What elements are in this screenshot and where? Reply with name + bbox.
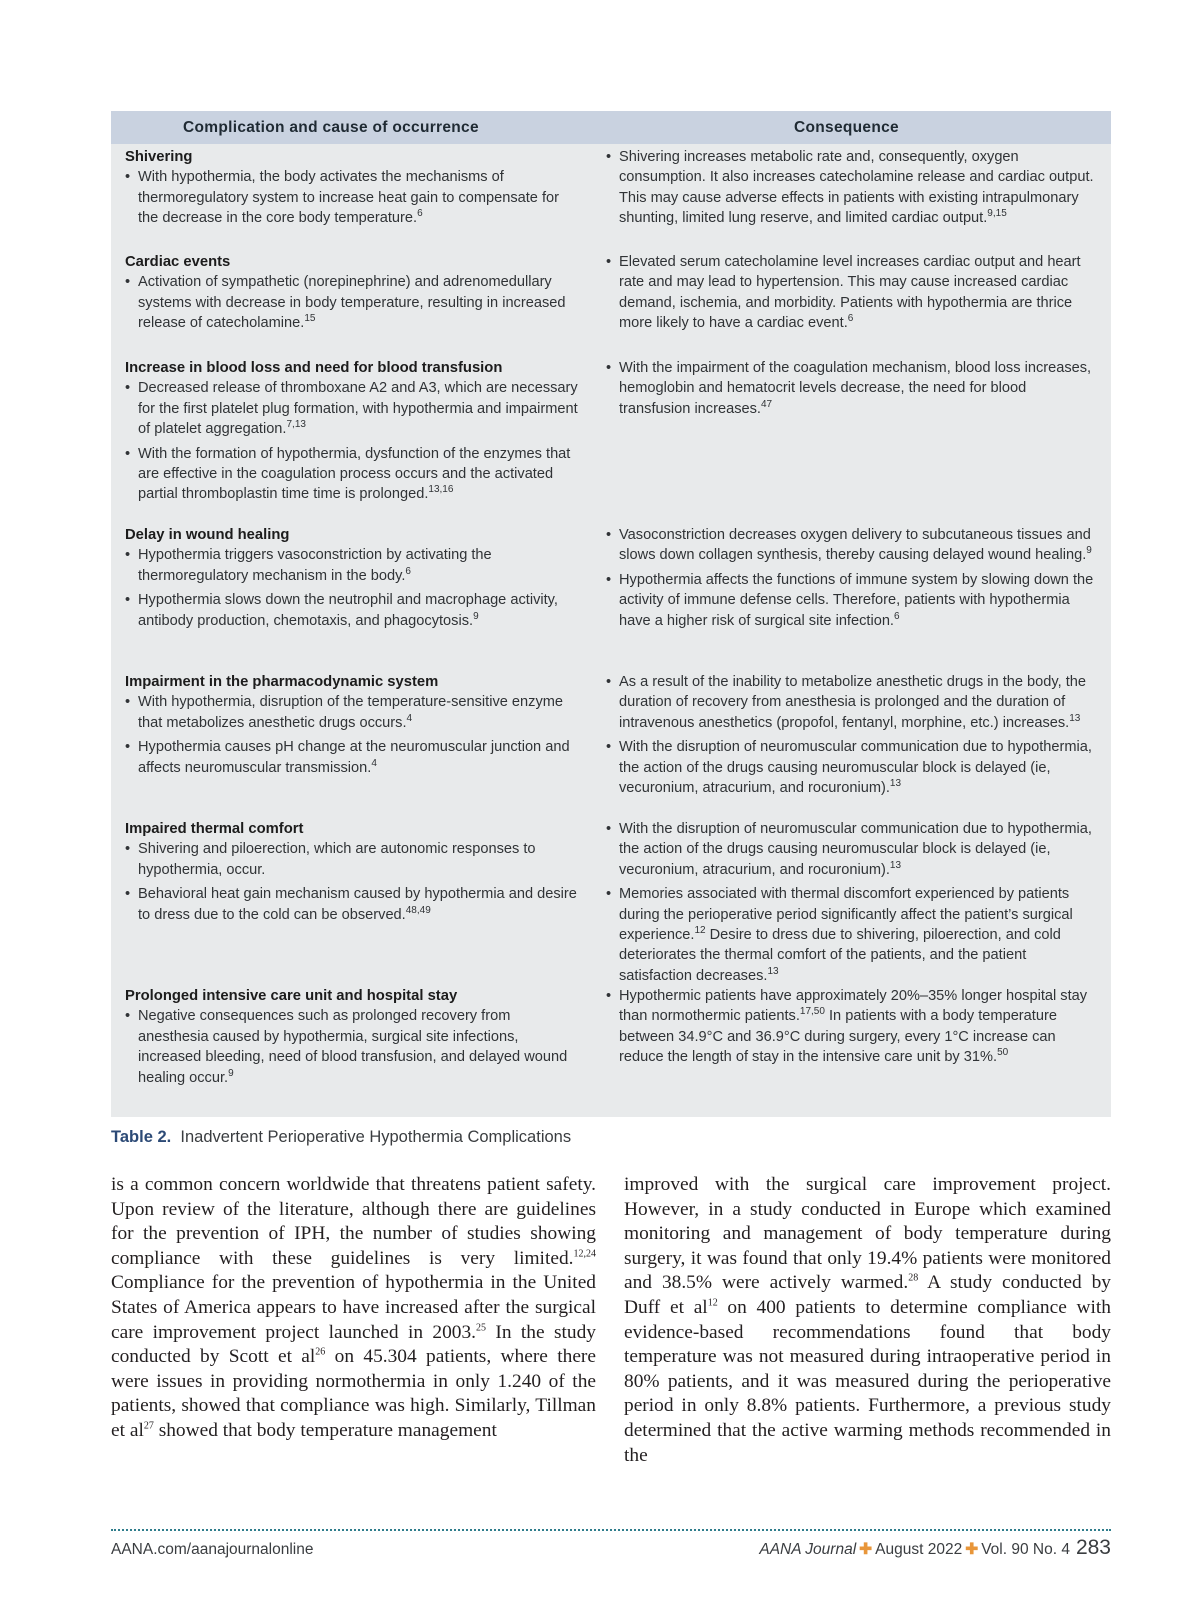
cause-item: • With hypothermia, the body activates the mechanisms of thermoregulatory system to increase heat gain to compensate for the decrease in the core body temperature.$^6$ — [125, 167, 583, 228]
complication-cell — [125, 358, 583, 509]
consequence-item: • Shivering increases metabolic rate and, consequently, oxygen consumption. It also increases catecholamine release and cardiac output. This may cause adverse effects in patients with existing intrapulmonary shunting, limited lung reserve, and limited cardiac output.$^{9,15}$ — [606, 147, 1098, 229]
cause-item: • Hypothermia triggers vasoconstriction by activating the thermoregulatory mechanism in the body.$^6$ — [125, 545, 583, 586]
complication-cell — [125, 986, 583, 1092]
citation-ref: 6 — [847, 313, 854, 325]
complication-cell — [125, 252, 583, 338]
consequence-item: • Elevated serum catecholamine level increases cardiac output and heart rate and may lead to hypertension. This may cause increased cardiac demand, ischemia, and morbidity. Patients with hypothermia are thrice more likely to have a cardiac event.$^6$ — [606, 252, 1098, 334]
citation-ref: 48,49 — [405, 904, 431, 916]
complication-title: Impaired thermal comfort — [125, 821, 304, 837]
consequence-item: • As a result of the inability to metabolize anesthetic drugs in the body, the duration of recovery from anesthesia is prolonged and the duration of intravenous anesthetics (propofol, fentanyl, morphine, etc.) increases.$^{13}$ — [606, 672, 1098, 733]
cause-item: • Decreased release of thromboxane A2 and A3, which are necessary for the first platelet plug formation, with hypothermia and impairment of platelet aggregation.$^{7,13}$ — [125, 378, 583, 439]
footer-divider — [111, 1529, 1111, 1531]
caption-label: Table 2. — [111, 1128, 172, 1146]
complication-cell — [125, 525, 583, 635]
citation-ref: 12,24 — [573, 1248, 596, 1260]
citation-ref: 25 — [476, 1322, 487, 1334]
footer-citation — [759, 1536, 1111, 1560]
complication-title: Prolonged intensive care unit and hospital stay — [125, 988, 458, 1004]
complication-title: Delay in wound healing — [125, 527, 290, 543]
consequence-cell — [606, 986, 1098, 1072]
body-text-right-column: improved with the surgical care improvement project. However, in a study conducted in Europe which examined monitoring and management of body temperature during surgery, it was found that only 19.4% patients were monitored and 38.5% were actively warmed.$^{28}$ A study conducted by Duff et $al^{12}$ on 400 patients to determine compliance with evidence-based recommendations found that body temperature was not measured during intraoperative period in 80% patients, and it was measured during the perioperative period in only 8.8% patients. Furthermore, a previous study determined that the active warming methods recommended in the — [624, 1174, 1111, 1466]
complication-cell — [125, 147, 583, 233]
citation-ref: 7,13 — [286, 419, 306, 431]
header-complication: Complication and cause of occurrence — [183, 119, 479, 136]
complication-title: Increase in blood loss and need for blood transfusion — [125, 360, 503, 376]
citation-ref: 13 — [1069, 712, 1081, 724]
page-number: 283 — [1075, 1536, 1111, 1559]
cause-item: • Activation of sympathetic (norepinephrine) and adrenomedullary systems with decrease in body temperature, resulting in increased release of catecholamine.$^{15}$ — [125, 272, 583, 333]
plus-icon: ✚ — [965, 1541, 979, 1558]
footer-url[interactable]: AANA.com/aanajournalonline — [111, 1541, 314, 1558]
cause-item: • Shivering and piloerection, which are autonomic responses to hypothermia, occur. — [125, 839, 583, 880]
citation-ref: 6 — [405, 565, 411, 577]
consequence-cell — [606, 525, 1098, 635]
journal-name: AANA Journal — [759, 1541, 857, 1558]
citation-ref: 13 — [889, 778, 902, 790]
complications-table — [111, 111, 1111, 1117]
consequence-item: • With the disruption of neuromuscular communication due to hypothermia, the action of the drugs causing neuromuscular block is delayed (ie, vecuronium, atracurium, and rocuronium).$^{13}$ — [606, 819, 1098, 880]
issue-date: August 2022 — [875, 1541, 963, 1558]
header-consequence: Consequence — [794, 119, 899, 136]
caption-text: Inadvertent Perioperative Hypothermia Complications — [180, 1128, 572, 1146]
citation-ref: 15 — [304, 313, 316, 325]
cause-item: • Negative consequences such as prolonged recovery from anesthesia caused by hypothermia, surgical site infections, increased bleeding, need of blood transfusion, and delayed wound healing occur.$^9$ — [125, 1006, 583, 1088]
citation-ref: 6 — [417, 208, 423, 220]
complication-title: Impairment in the pharmacodynamic system — [125, 674, 439, 690]
citation-ref: 13,16 — [428, 484, 454, 496]
citation-ref: 50 — [997, 1047, 1009, 1059]
complication-cell — [125, 819, 583, 929]
citation-ref: 13 — [767, 965, 779, 977]
citation-ref: 4 — [371, 757, 377, 769]
cause-item: • Behavioral heat gain mechanism caused by hypothermia and desire to dress due to the cold can be observed.$^{48,49}$ — [125, 884, 583, 925]
table-caption — [111, 1128, 571, 1147]
consequence-cell — [606, 252, 1098, 338]
citation-ref: 28 — [908, 1272, 919, 1284]
citation-ref: 17,50 — [799, 1006, 825, 1018]
volume-number: Vol. 90 No. 4 — [981, 1541, 1070, 1558]
consequence-item: • Hypothermia affects the functions of immune system by slowing down the activity of immune defense cells. Therefore, patients with hypothermia have a higher risk of surgical site infection.$^6$ — [606, 570, 1098, 631]
citation-ref: 9,15 — [987, 208, 1007, 220]
citation-ref: 6 — [894, 610, 900, 622]
complication-title: Shivering — [125, 149, 193, 165]
citation-ref: 27 — [143, 1420, 154, 1432]
citation-ref: 12 — [707, 1297, 718, 1309]
consequence-cell — [606, 819, 1098, 990]
consequence-item: • Hypothermic patients have approximately 20%–35% longer hospital stay than normothermic patients.$^{17,50}$ In patients with a body temperature between 34.9°C and 36.9°C during surgery, every 1°C increase can reduce the length of stay in the intensive care unit by 31%.$^{50}$ — [606, 986, 1098, 1068]
citation-ref: 9 — [1086, 545, 1092, 557]
cause-item: • With hypothermia, disruption of the temperature-sensitive enzyme that metabolizes anesthetic drugs occurs.$^4$ — [125, 692, 583, 733]
citation-ref: 9 — [228, 1067, 234, 1079]
consequence-cell — [606, 147, 1098, 233]
complication-title: Cardiac events — [125, 254, 231, 270]
consequence-item: • With the impairment of the coagulation mechanism, blood loss increases, hemoglobin and hematocrit levels decrease, the need for blood transfusion increases.$^{47}$ — [606, 358, 1098, 419]
cause-item: • With the formation of hypothermia, dysfunction of the enzymes that are effective in the coagulation process occurs and the activated partial thromboplastin time time is prolonged.$^{13,16}$ — [125, 444, 583, 505]
citation-ref: 13 — [889, 859, 902, 871]
complication-cell — [125, 672, 583, 782]
citation-ref: 47 — [760, 398, 773, 410]
consequence-cell — [606, 672, 1098, 802]
cause-item: • Hypothermia causes pH change at the neuromuscular junction and affects neuromuscular transmission.$^4$ — [125, 737, 583, 778]
table-header — [111, 111, 1111, 144]
consequence-item: • Vasoconstriction decreases oxygen delivery to subcutaneous tissues and slows down collagen synthesis, thereby causing delayed wound healing.$^9$ — [606, 525, 1098, 566]
citation-ref: 26 — [315, 1346, 326, 1358]
consequence-cell — [606, 358, 1098, 423]
consequence-item: • Memories associated with thermal discomfort experienced by patients during the perioperative period significantly affect the patient’s surgical experience.$^{12}$ Desire to dress due to shivering, piloerection, and cold deteriorates the thermal comfort of the patients, and the patient satisfaction decreases.$^{13}$ — [606, 884, 1098, 986]
cause-item: • Hypothermia slows down the neutrophil and macrophage activity, antibody production, chemotaxis, and phagocytosis.$^9$ — [125, 590, 583, 631]
body-text-left-column: is a common concern worldwide that threatens patient safety. Upon review of the literature, although there are guidelines for the prevention of IPH, the number of studies showing compliance with these guidelines is very limited.$^{12,24}$ Compliance for the prevention of hypothermia in the United States of America appears to have increased after the surgical care improvement project launched in 2003.25 In the study conducted by Scott et $al^{26}$ on 45.304 patients, where there were issues in providing normothermia in only 1.240 of the patients, showed that compliance was high. Similarly, Tillman et $al^{27}$ showed that body temperature management — [111, 1174, 596, 1441]
citation-ref: 9 — [473, 610, 479, 622]
consequence-item: • With the disruption of neuromuscular communication due to hypothermia, the action of the drugs causing neuromuscular block is delayed (ie, vecuronium, atracurium, and rocuronium).$^{13}$ — [606, 737, 1098, 798]
plus-icon: ✚ — [859, 1541, 873, 1558]
citation-ref: 4 — [406, 712, 413, 724]
citation-ref: 12 — [694, 925, 706, 937]
